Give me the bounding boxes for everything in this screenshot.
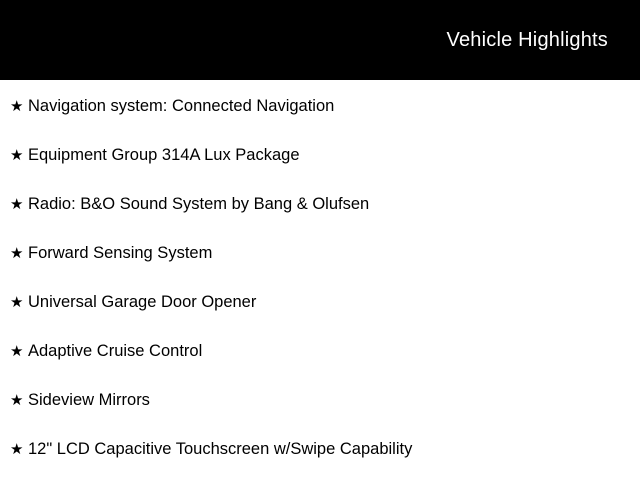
list-item (0, 437, 640, 486)
star-bullet-icon: ★ (10, 147, 24, 164)
list-item-label: Forward Sensing System (28, 244, 213, 262)
list-item (0, 143, 640, 192)
star-bullet-icon: ★ (10, 294, 24, 311)
star-bullet-icon: ★ (10, 196, 24, 213)
star-bullet-icon: ★ (10, 441, 24, 458)
list-item (0, 241, 640, 290)
star-bullet-icon: ★ (10, 392, 24, 409)
page-title: Vehicle Highlights (446, 28, 608, 51)
list-item-label: Sideview Mirrors (28, 391, 150, 409)
list-item (0, 290, 640, 339)
star-bullet-icon: ★ (10, 245, 24, 262)
list-item-label: Equipment Group 314A Lux Package (28, 146, 300, 164)
vehicle-highlights-list (0, 80, 640, 486)
list-item (0, 388, 640, 437)
list-item-label: Radio: B&O Sound System by Bang & Olufsen (28, 195, 370, 213)
list-item (0, 339, 640, 388)
list-item (0, 192, 640, 241)
list-item-label: Universal Garage Door Opener (28, 293, 257, 311)
list-item-label: Adaptive Cruise Control (28, 342, 203, 360)
list-item (0, 94, 640, 143)
star-bullet-icon: ★ (10, 343, 24, 360)
list-item-label: 12" LCD Capacitive Touchscreen w/Swipe Capability (28, 440, 413, 458)
star-bullet-icon: ★ (10, 98, 24, 115)
list-item-label: Navigation system: Connected Navigation (28, 97, 335, 115)
header-bar (0, 0, 640, 80)
